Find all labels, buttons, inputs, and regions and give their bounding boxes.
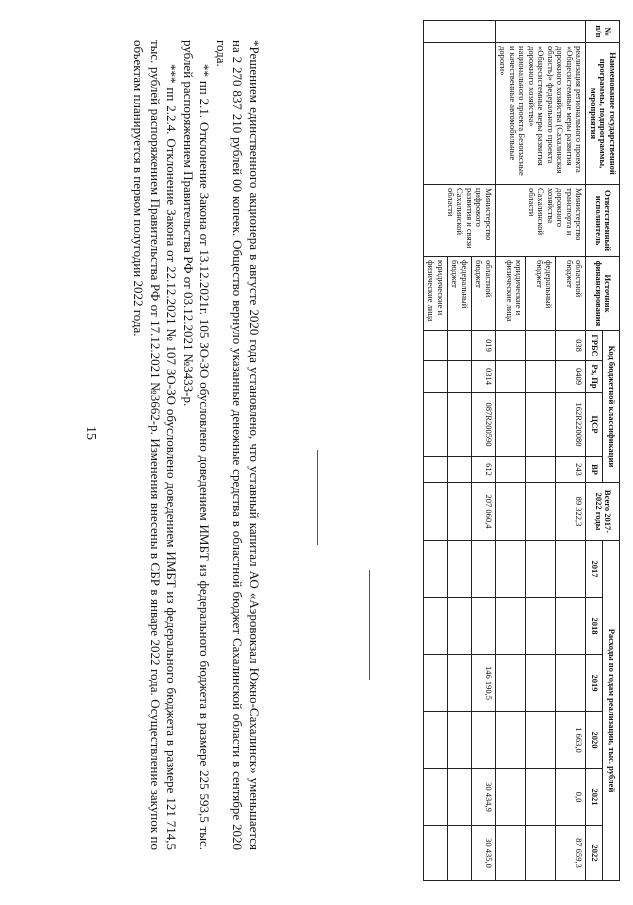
- table-header-row: [603, 21, 620, 881]
- cell-total: 89 322,3: [556, 483, 586, 541]
- cell-2018: [447, 598, 471, 655]
- budget-table: [423, 20, 620, 881]
- cell-source: юридические и физические лица: [495, 257, 525, 331]
- cell-total: [423, 483, 447, 541]
- cell-vr: [423, 457, 447, 483]
- cell-source: юридические и физические лица: [423, 257, 447, 331]
- cell-total: [526, 483, 556, 541]
- col-header-years: Расходы по годам реализации, тыс. рублей: [603, 541, 620, 881]
- page-number: 15: [83, 426, 98, 440]
- cell-vr: 612: [471, 457, 495, 483]
- rotated-page-content: [10, 10, 630, 890]
- cell-csr: [495, 393, 525, 457]
- cell-2021: 0,0: [556, 769, 586, 826]
- col-header-csr: ЦСР: [586, 393, 603, 457]
- cell-grbs: [447, 331, 471, 361]
- col-header-year: 2022: [586, 826, 603, 881]
- col-header-total: Всего 2017-2022 годы: [586, 483, 620, 541]
- cell-2020: [447, 712, 471, 769]
- cell-2022: [526, 826, 556, 881]
- cell-program-name: реализация регионального проекта «Общесистемные меры развития дорожного хозяйства (Сахалинская область)» федерального проекта «Общесистемные меры развития дорожного хозяйства» национального проекта Безопасные и качественные автомобильные дороги»: [495, 43, 586, 185]
- footnotes: [130, 40, 262, 850]
- cell-rz-pr: [423, 361, 447, 393]
- cell-2021: [495, 769, 525, 826]
- cell-2018: [495, 598, 525, 655]
- table-row: [556, 21, 586, 881]
- col-header-year: 2017: [586, 541, 603, 598]
- cell-2020: [423, 712, 447, 769]
- cell-2019: [556, 655, 586, 712]
- cell-2020: [495, 712, 525, 769]
- cell-2022: [447, 826, 471, 881]
- cell-2017: [447, 541, 471, 598]
- cell-grbs: 038: [556, 331, 586, 361]
- cell-2021: 30 434,9: [471, 769, 495, 826]
- cell-rz-pr: [495, 361, 525, 393]
- footnote: ** пп 2.1. Отклонение Закона от 13.12.2021г. 105 ЗО-ЗО обусловлено доведением ИМБТ из федерального бюджета в размере 225 593,5 тыс. рублей распоряжением Правительства РФ от 03.12.2021 №3433-р.: [181, 40, 213, 850]
- separator-line: [317, 450, 318, 545]
- cell-2022: [495, 826, 525, 881]
- cell-vr: [447, 457, 471, 483]
- cell-rz-pr: [526, 361, 556, 393]
- cell-2020: [526, 712, 556, 769]
- cell-executor: Министерство транспорта и дорожного хозяйства Сахалинской области: [495, 185, 586, 257]
- cell-2019: [526, 655, 556, 712]
- cell-2017: [556, 541, 586, 598]
- cell-2017: [526, 541, 556, 598]
- cell-grbs: [495, 331, 525, 361]
- cell-2022: 30 435,0: [471, 826, 495, 881]
- cell-total: [447, 483, 471, 541]
- col-header-rz-pr: Рз, Пр: [586, 361, 603, 393]
- cell-csr: [423, 393, 447, 457]
- cell-csr: 162R220080: [556, 393, 586, 457]
- cell-rz-pr: 0314: [471, 361, 495, 393]
- cell-2021: [423, 769, 447, 826]
- cell-2017: [495, 541, 525, 598]
- cell-source: областной бюджет: [556, 257, 586, 331]
- col-header-year: 2019: [586, 655, 603, 712]
- cell-program-name: [423, 43, 495, 185]
- cell-vr: 243: [556, 457, 586, 483]
- cell-rz-pr: 0409: [556, 361, 586, 393]
- cell-2021: [447, 769, 471, 826]
- cell-num: [495, 21, 586, 43]
- cell-num: [423, 21, 495, 43]
- col-header-budget-code: Код бюджетной классификации: [603, 331, 620, 483]
- cell-2019: 146 190,5: [471, 655, 495, 712]
- cell-grbs: [423, 331, 447, 361]
- cell-grbs: 019: [471, 331, 495, 361]
- col-header-source: Источник финансирования: [586, 257, 620, 331]
- cell-source: федеральный бюджет: [447, 257, 471, 331]
- cell-2022: 87 659,3: [556, 826, 586, 881]
- cell-2020: [471, 712, 495, 769]
- col-header-executor: Ответственный исполнитель: [586, 185, 620, 257]
- cell-grbs: [526, 331, 556, 361]
- cell-2018: [556, 598, 586, 655]
- col-header-vr: ВР: [586, 457, 603, 483]
- cell-csr: [447, 393, 471, 457]
- cell-2018: [526, 598, 556, 655]
- table-row: [471, 21, 495, 881]
- cell-2018: [423, 598, 447, 655]
- col-header-year: 2021: [586, 769, 603, 826]
- cell-2020: 1 663,0: [556, 712, 586, 769]
- cell-rz-pr: [447, 361, 471, 393]
- cell-executor: Министерство цифрового развития и связи Сахалинской области: [423, 185, 495, 257]
- footnote: *** пп 2.2.4. Отклонение Закона от 22.12.2021 № 107 ЗО-ЗО обусловлено доведением ИМБТ из федерального бюджета в размере 121 714,5 тыс. рублей распоряжением Правительства РФ от 17.12.2021 №3662-р. Изменения внесены в СБР в январе 2022 года. Осуществление закупок по объектам планируется в первом полугодии 2022 года.: [131, 40, 180, 850]
- cell-total: [495, 483, 525, 541]
- col-header-grbs: ГРБС: [586, 331, 603, 361]
- cell-2017: [423, 541, 447, 598]
- cell-2018: [471, 598, 495, 655]
- separator-line: [369, 570, 370, 680]
- cell-2021: [526, 769, 556, 826]
- cell-2019: [447, 655, 471, 712]
- col-header-num: № п/п: [586, 21, 620, 43]
- col-header-name: Наименование государственной программы, подпрограммы, мероприятия: [586, 43, 620, 185]
- cell-source: областной бюджет: [471, 257, 495, 331]
- cell-2019: [423, 655, 447, 712]
- cell-2017: [471, 541, 495, 598]
- cell-2022: [423, 826, 447, 881]
- cell-csr: 087R200590: [471, 393, 495, 457]
- cell-csr: [526, 393, 556, 457]
- cell-source: федеральный бюджет: [526, 257, 556, 331]
- footnote: *Решением единственного акционера в августе 2020 года установлено, что уставный капитал АО «Аэровокзал Южно-Сахалинск» уменьшается на 2 270 837 210 рублей 00 копеек. Общество вернуло указанные денежные средства в областной бюджет Сахалинской области в сентябре 2020 года.: [214, 40, 262, 850]
- cell-2019: [495, 655, 525, 712]
- cell-vr: [526, 457, 556, 483]
- cell-total: 207 060,4: [471, 483, 495, 541]
- col-header-year: 2020: [586, 712, 603, 769]
- col-header-year: 2018: [586, 598, 603, 655]
- cell-vr: [495, 457, 525, 483]
